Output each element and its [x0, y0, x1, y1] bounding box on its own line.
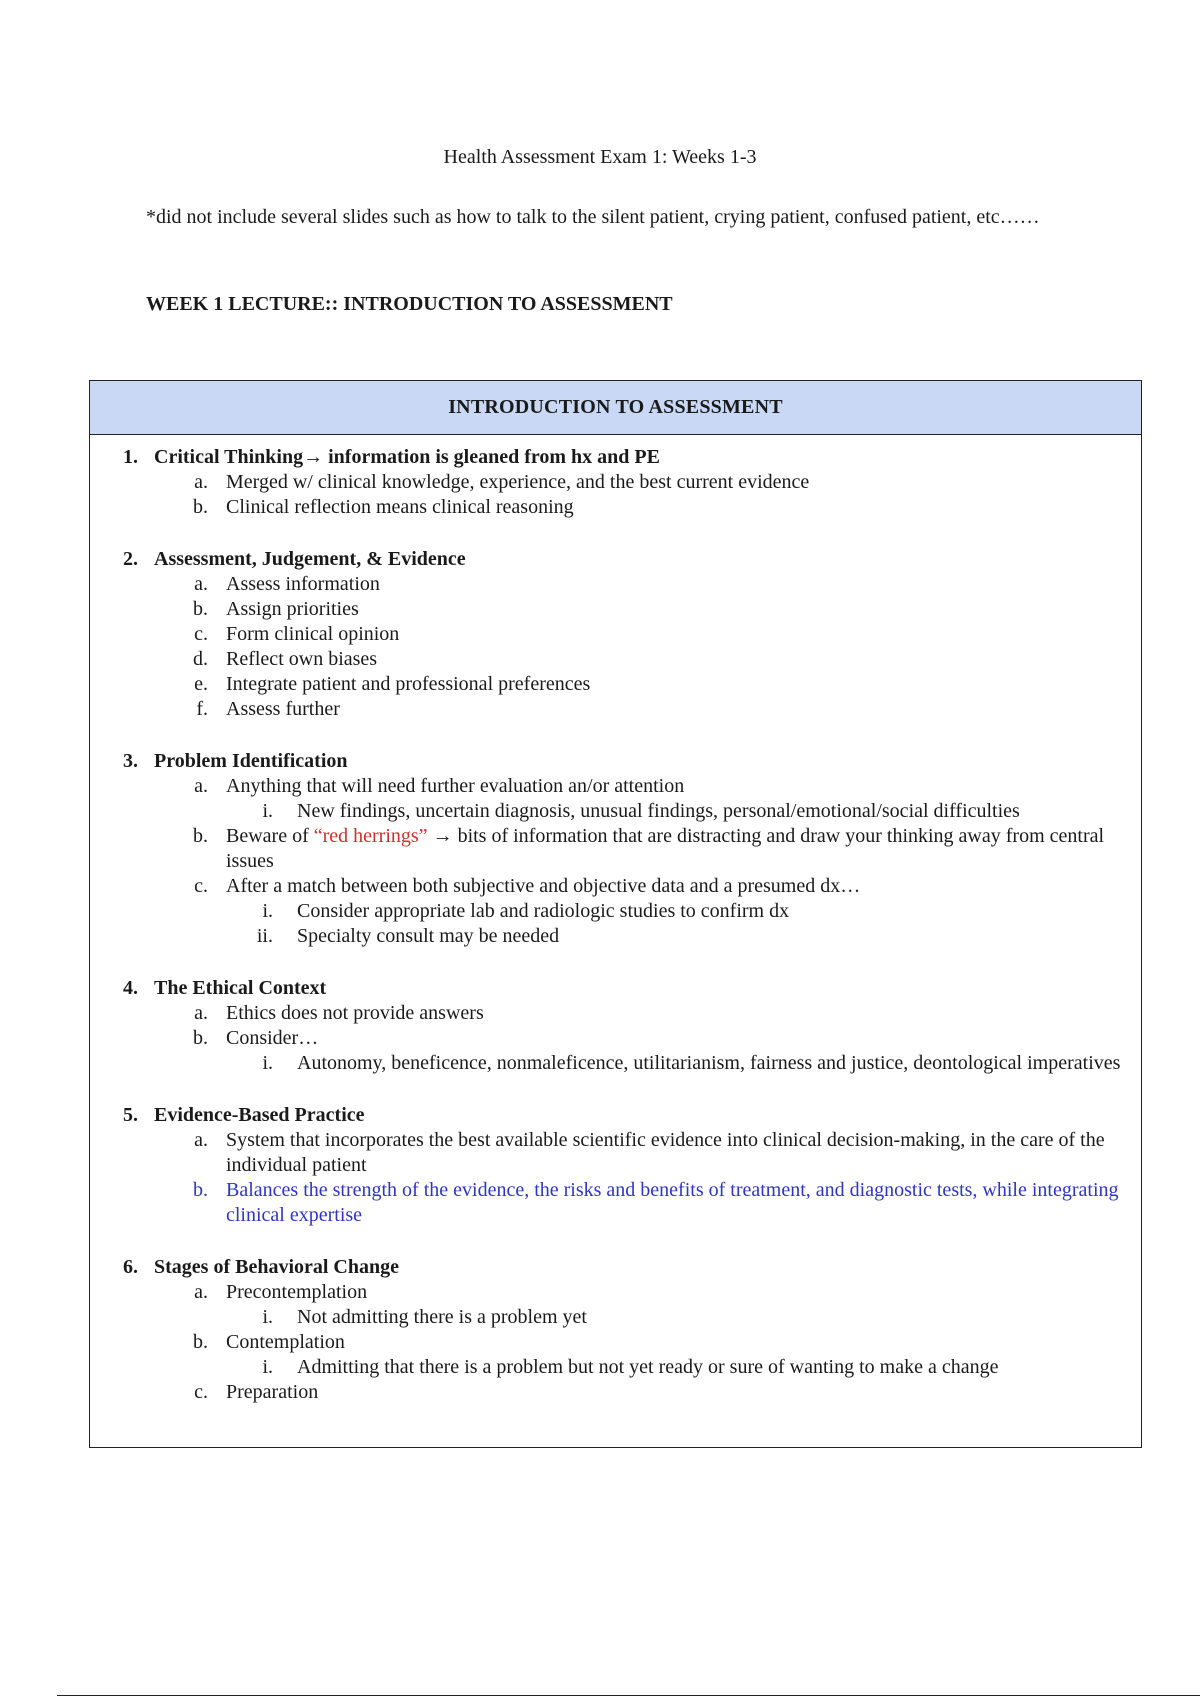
list-item — [90, 697, 1141, 722]
item-marker: a. — [194, 1002, 208, 1024]
item-text: Merged w/ clinical knowledge, experience, and the best current evidence — [226, 471, 810, 493]
list-item — [90, 774, 1141, 799]
list-item-highlighted — [90, 1178, 1141, 1228]
item-text: Reflect own biases — [226, 648, 378, 670]
section-title: The Ethical Context — [154, 977, 327, 999]
item-text: After a match between both subjective and objective data and a presumed dx… — [226, 875, 861, 897]
item-text: Autonomy, beneficence, nonmaleficence, utilitarianism, fairness and justice, deontological imperatives — [297, 1052, 1121, 1074]
document-note: *did not include several slides such as how to talk to the silent patient, crying patient, confused patient, etc…… — [146, 206, 1040, 228]
list-item — [90, 1330, 1141, 1355]
list-item — [90, 874, 1141, 899]
item-marker: d. — [193, 648, 208, 670]
item-text: Assess further — [226, 698, 340, 720]
item-text: System that incorporates the best available scientific evidence into clinical decision-making, in the care of the individual patient — [226, 1129, 1105, 1176]
section-heading — [90, 445, 1141, 470]
item-marker: b. — [193, 1027, 208, 1049]
list-item — [90, 1380, 1141, 1405]
section-assessment-judgement — [90, 547, 1141, 722]
red-herrings-highlight: “red herrings” — [313, 825, 428, 847]
item-text: Clinical reflection means clinical reasoning — [226, 496, 574, 518]
item-marker: ii. — [256, 925, 273, 947]
section-title: Critical Thinking→ information is gleaned from hx and PE — [154, 446, 660, 468]
item-marker: i. — [262, 1306, 273, 1328]
section-title: Assessment, Judgement, & Evidence — [154, 548, 466, 570]
list-item — [90, 495, 1141, 520]
item-text: Consider… — [226, 1027, 319, 1049]
item-text: Integrate patient and professional preferences — [226, 673, 591, 695]
item-marker: b. — [193, 1179, 208, 1201]
item-marker: f. — [196, 698, 208, 720]
section-heading — [90, 547, 1141, 572]
list-item — [90, 597, 1141, 622]
item-text: Balances the strength of the evidence, the risks and benefits of treatment, and diagnostic tests, while integrating clinical expertise — [226, 1179, 1119, 1226]
section-number: 2. — [123, 548, 138, 570]
list-item — [90, 647, 1141, 672]
section-behavioral-change — [90, 1255, 1141, 1405]
item-marker: a. — [194, 573, 208, 595]
item-text: New findings, uncertain diagnosis, unusual findings, personal/emotional/social difficulties — [297, 800, 1020, 822]
list-subitem — [90, 1355, 1141, 1380]
section-heading — [90, 976, 1141, 1001]
week-heading: WEEK 1 LECTURE:: INTRODUCTION TO ASSESSMENT — [146, 293, 673, 315]
item-marker: c. — [194, 1381, 208, 1403]
document-title: Health Assessment Exam 1: Weeks 1-3 — [443, 146, 757, 168]
list-item — [90, 1026, 1141, 1051]
section-title: Stages of Behavioral Change — [154, 1256, 399, 1278]
item-text: Not admitting there is a problem yet — [297, 1306, 587, 1328]
page-bottom-divider — [57, 1695, 1200, 1696]
item-text: Ethics does not provide answers — [226, 1002, 484, 1024]
list-item — [90, 1280, 1141, 1305]
item-text: Anything that will need further evaluation an/or attention — [226, 775, 685, 797]
section-number: 6. — [123, 1256, 138, 1278]
item-marker: a. — [194, 1129, 208, 1151]
list-subitem — [90, 899, 1141, 924]
section-number: 4. — [123, 977, 138, 999]
list-item — [90, 470, 1141, 495]
item-marker: b. — [193, 1331, 208, 1353]
item-text-post: → bits of information that are distracting and draw your thinking away from central issues — [226, 825, 1105, 872]
item-marker: c. — [194, 875, 208, 897]
item-marker: b. — [193, 825, 208, 847]
item-text — [226, 824, 1141, 874]
list-subitem — [90, 799, 1141, 824]
item-text: Form clinical opinion — [226, 623, 400, 645]
section-number: 5. — [123, 1104, 138, 1126]
list-item — [90, 1128, 1141, 1178]
item-marker: b. — [193, 496, 208, 518]
item-marker: i. — [262, 1052, 273, 1074]
item-marker: a. — [194, 775, 208, 797]
item-text: Contemplation — [226, 1331, 345, 1353]
item-text: Specialty consult may be needed — [297, 925, 560, 947]
section-title: Evidence-Based Practice — [154, 1104, 365, 1126]
section-title: Problem Identification — [154, 750, 348, 772]
item-text: Assign priorities — [226, 598, 359, 620]
section-ethical-context — [90, 976, 1141, 1076]
list-subitem — [90, 1305, 1141, 1330]
section-number: 3. — [123, 750, 138, 772]
assessment-box — [89, 380, 1142, 1448]
item-marker: e. — [194, 673, 208, 695]
box-body — [90, 435, 1141, 1405]
box-header: INTRODUCTION TO ASSESSMENT — [90, 381, 1141, 435]
section-critical-thinking — [90, 445, 1141, 520]
section-heading — [90, 1103, 1141, 1128]
item-marker: i. — [262, 900, 273, 922]
list-item — [90, 622, 1141, 647]
item-marker: c. — [194, 623, 208, 645]
list-item — [90, 1001, 1141, 1026]
item-marker: a. — [194, 1281, 208, 1303]
item-marker: a. — [194, 471, 208, 493]
section-evidence-based-practice — [90, 1103, 1141, 1228]
item-text: Admitting that there is a problem but not yet ready or sure of wanting to make a change — [297, 1356, 999, 1378]
item-marker: i. — [262, 1356, 273, 1378]
section-heading — [90, 1255, 1141, 1280]
item-marker: i. — [262, 800, 273, 822]
list-item — [90, 572, 1141, 597]
list-subitem — [90, 1051, 1141, 1076]
item-text: Assess information — [226, 573, 380, 595]
item-text: Preparation — [226, 1381, 319, 1403]
item-text: Precontemplation — [226, 1281, 368, 1303]
section-heading — [90, 749, 1141, 774]
list-subitem — [90, 924, 1141, 949]
section-number: 1. — [123, 446, 138, 468]
item-marker: b. — [193, 598, 208, 620]
list-item — [90, 672, 1141, 697]
section-problem-identification — [90, 749, 1141, 949]
item-text: Consider appropriate lab and radiologic studies to confirm dx — [297, 900, 790, 922]
list-item — [90, 824, 1141, 874]
item-text-pre: Beware of — [226, 825, 314, 847]
